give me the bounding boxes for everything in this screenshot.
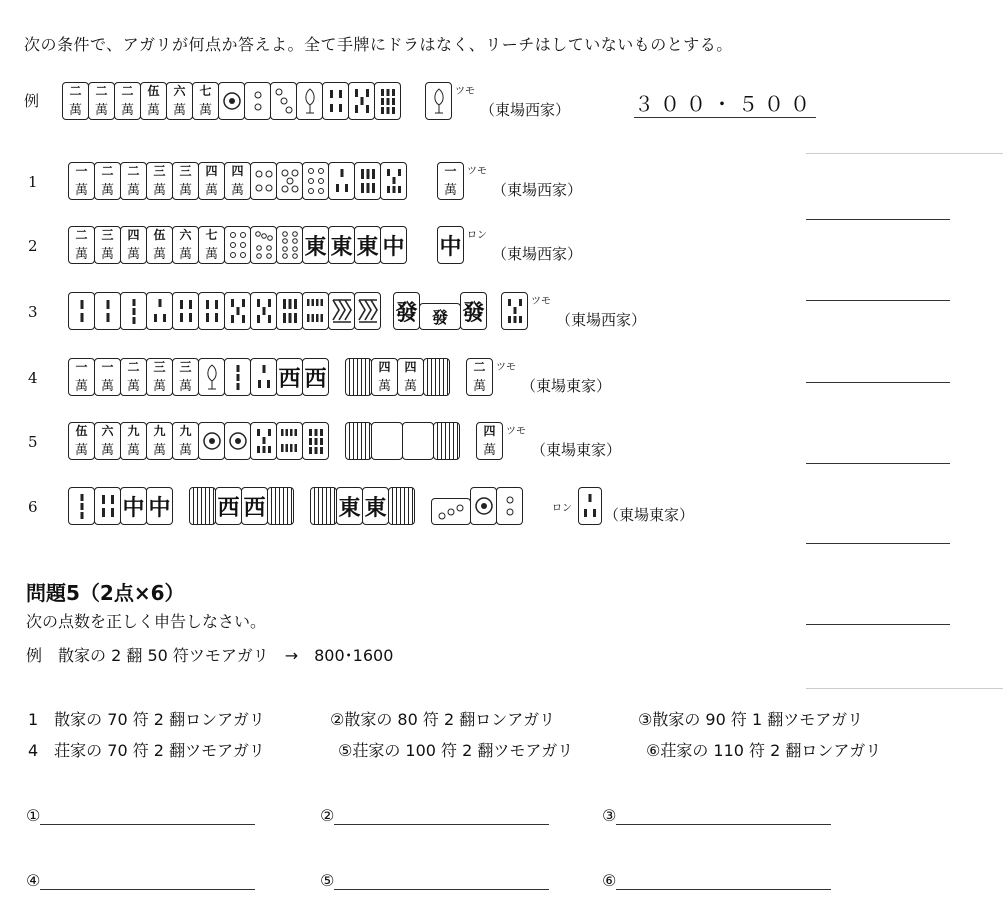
mahjong-tile [374, 82, 401, 120]
mahjong-tile: 中 [437, 226, 464, 264]
tile-character: 一 [75, 164, 88, 178]
mahjong-tile [198, 162, 225, 200]
problem-4-hand [68, 358, 611, 396]
answer-field-3[interactable]: ③ [602, 806, 831, 825]
mahjong-tile: 東 [302, 226, 329, 264]
tile-pips-icon [254, 296, 274, 326]
mahjong-tile: 中 [380, 226, 407, 264]
tile-character: 六 [179, 228, 192, 242]
problem-4-number: 4 [28, 369, 38, 387]
mahjong-tile: 東 [362, 487, 389, 525]
tile-character: 萬 [74, 247, 88, 262]
mahjong-tile: 西 [302, 358, 329, 396]
tile-character: 萬 [126, 379, 140, 394]
problem-5-number: 5 [28, 433, 38, 451]
tile-character: 一 [101, 360, 114, 374]
example-label: 例 [24, 92, 40, 110]
tile-character: 萬 [472, 379, 486, 394]
mahjong-tile [250, 422, 277, 460]
tile-pips-icon [279, 426, 301, 456]
problem-1-hand [68, 162, 582, 200]
tile-character: 二 [121, 84, 134, 98]
mahjong-tile [470, 487, 497, 525]
condition-label: （東場西家） [492, 245, 583, 263]
mahjong-tile [496, 487, 523, 525]
problem-2-number: 2 [28, 237, 38, 255]
mahjong-tile [68, 162, 95, 200]
mahjong-tile [146, 226, 173, 264]
tile-character: 三 [153, 360, 166, 374]
mahjong-tile [68, 226, 95, 264]
mahjong-tile [140, 82, 167, 120]
tile-pips-icon [358, 166, 378, 196]
tile-character: 發 [431, 308, 448, 327]
mahjong-tile [425, 82, 452, 120]
tile-pips-icon [357, 296, 379, 326]
mahjong-tile [172, 162, 199, 200]
tile-pips-icon [150, 296, 170, 326]
condition-label: （東場西家） [480, 101, 571, 119]
tile-character: 一 [444, 164, 457, 178]
mahjong-tile [388, 487, 415, 525]
mahjong-tile [328, 292, 355, 330]
tile-character: 萬 [100, 379, 114, 394]
tile-pips-icon [176, 296, 196, 326]
mahjong-tile [114, 82, 141, 120]
win-type-label: ツモ [531, 296, 551, 307]
tile-pips-icon [474, 496, 494, 516]
problem-1-number: 1 [28, 173, 38, 191]
mahjong-tile [476, 422, 503, 460]
answer-blank-1[interactable] [806, 219, 950, 220]
tile-character: 萬 [100, 183, 114, 198]
tile-character: 萬 [230, 183, 244, 198]
mahjong-tile [120, 292, 147, 330]
answer-field-1[interactable]: ① [26, 806, 255, 825]
mahjong-tile [354, 292, 381, 330]
example-answer: ３００・５００ [634, 88, 816, 118]
tile-character: 萬 [482, 443, 496, 458]
mahjong-tile [348, 82, 375, 120]
condition-label: （東場東家） [604, 506, 695, 524]
tile-pips-icon [254, 426, 274, 456]
tile-pips-icon [332, 166, 352, 196]
mahjong-tile [224, 422, 251, 460]
mahjong-tile [433, 422, 460, 460]
mahjong-tile [189, 487, 216, 525]
tile-character: 萬 [178, 247, 192, 262]
tile-character: 萬 [178, 183, 192, 198]
mahjong-tile [192, 82, 219, 120]
tile-character: 伍 [75, 424, 88, 438]
divider-top [806, 153, 1003, 154]
mahjong-tile [328, 162, 355, 200]
condition-label: （東場西家） [492, 181, 583, 199]
tile-pips-icon [248, 86, 268, 116]
mahjong-tile [172, 358, 199, 396]
problem-5-hand [68, 422, 621, 460]
mahjong-tile: 西 [276, 358, 303, 396]
mahjong-tile [371, 358, 398, 396]
tile-character: 一 [75, 360, 88, 374]
mahjong-tile [94, 292, 121, 330]
mahjong-tile [250, 226, 277, 264]
tile-pips-icon [98, 491, 118, 521]
mahjong-tile [250, 162, 277, 200]
tile-pips-icon [306, 426, 326, 456]
tile-pips-icon [201, 361, 223, 393]
mahjong-tile [146, 422, 173, 460]
mahjong-tile [276, 226, 303, 264]
problem-6-number: 6 [28, 498, 38, 516]
tile-pips-icon [228, 296, 248, 326]
mahjong-tile [276, 422, 303, 460]
tile-character: 萬 [68, 103, 82, 118]
tile-pips-icon [274, 86, 294, 116]
condition-label: （東場東家） [521, 377, 612, 395]
problem-6-hand [68, 487, 694, 525]
mahjong-tile [380, 162, 407, 200]
mahjong-tile [302, 422, 329, 460]
answer-field-6[interactable]: ⑥ [602, 871, 831, 890]
tile-character: 萬 [152, 183, 166, 198]
tile-character: 萬 [146, 103, 160, 118]
tile-pips-icon [384, 166, 404, 196]
tile-pips-icon [202, 431, 222, 451]
tile-character: 萬 [443, 183, 457, 198]
answer-field-4[interactable]: ④ [26, 871, 255, 890]
mahjong-tile [250, 292, 277, 330]
tile-pips-icon [227, 229, 249, 261]
tile-pips-icon [305, 165, 327, 197]
tile-character: 萬 [403, 379, 417, 394]
mahjong-tile [68, 422, 95, 460]
mahjong-tile: 中 [120, 487, 147, 525]
tile-character: 萬 [172, 103, 186, 118]
mahjong-tile [419, 303, 461, 330]
tile-pips-icon [202, 296, 222, 326]
mahjong-tile [68, 487, 95, 525]
tile-character: 伍 [147, 84, 160, 98]
answer-blank-4[interactable] [806, 463, 950, 464]
mahjong-tile [120, 226, 147, 264]
mahjong-tile [302, 292, 329, 330]
win-type-label: ツモ [455, 86, 475, 97]
mahjong-tile [120, 422, 147, 460]
tile-character: 萬 [100, 247, 114, 262]
tile-character: 九 [127, 424, 140, 438]
tile-character: 二 [95, 84, 108, 98]
mahjong-tile: 東 [336, 487, 363, 525]
mahjong-tile [302, 162, 329, 200]
instructions-text: 次の条件で、アガリが何点か答えよ。全て手牌にドラはなく、リーチはしていないものとする。 [24, 35, 733, 54]
tile-pips-icon [228, 431, 248, 451]
mahjong-tile: 東 [354, 226, 381, 264]
tile-character: 萬 [152, 443, 166, 458]
tile-pips-icon [72, 491, 92, 521]
mahjong-tile [120, 162, 147, 200]
tile-character: 萬 [100, 443, 114, 458]
tile-pips-icon [222, 91, 242, 111]
q6-text: ⑥荘家の 110 符 2 翻ロンアガリ [646, 741, 882, 760]
tile-character: 萬 [152, 379, 166, 394]
win-type-label: ツモ [506, 426, 526, 437]
mahjong-tile [120, 358, 147, 396]
tile-character: 萬 [94, 103, 108, 118]
tile-character: 萬 [74, 379, 88, 394]
mahjong-tile [267, 487, 294, 525]
tile-character: 二 [473, 360, 486, 374]
win-type-label: ツモ [496, 362, 516, 373]
tile-pips-icon [254, 362, 274, 392]
mahjong-tile [146, 292, 173, 330]
q3-text: ③散家の 90 符 1 翻ツモアガリ [638, 710, 864, 729]
tile-character: 萬 [126, 247, 140, 262]
tile-pips-icon [428, 85, 450, 117]
mahjong-tile [224, 226, 251, 264]
section5-title: 問題5（2点×6） [26, 581, 185, 605]
mahjong-tile [276, 162, 303, 200]
tile-character: 九 [179, 424, 192, 438]
tile-character: 二 [127, 360, 140, 374]
mahjong-tile [198, 358, 225, 396]
mahjong-tile [501, 292, 528, 330]
q2-text: ②散家の 80 符 2 翻ロンアガリ [330, 710, 556, 729]
mahjong-tile [224, 358, 251, 396]
tile-character: 四 [127, 228, 140, 242]
mahjong-tile [296, 82, 323, 120]
mahjong-tile [198, 292, 225, 330]
mahjong-tile: 發 [393, 292, 420, 330]
tile-character: 七 [205, 228, 218, 242]
answer-blank-6[interactable] [806, 624, 950, 625]
mahjong-tile [62, 82, 89, 120]
tile-pips-icon [580, 491, 600, 521]
mahjong-tile [94, 358, 121, 396]
divider-bottom [806, 688, 1003, 689]
tile-pips-icon [253, 229, 275, 261]
answer-blank-2[interactable] [806, 300, 950, 301]
mahjong-tile [172, 226, 199, 264]
tile-character: 九 [153, 424, 166, 438]
mahjong-tile [198, 422, 225, 460]
tile-character: 萬 [377, 379, 391, 394]
mahjong-tile [310, 487, 337, 525]
tile-pips-icon [279, 166, 301, 196]
tile-character: 萬 [204, 247, 218, 262]
mahjong-tile [371, 422, 403, 460]
tile-character: 萬 [74, 183, 88, 198]
section5-example: 例 散家の 2 翻 50 符ツモアガリ → 800･1600 [26, 646, 394, 665]
mahjong-tile [68, 358, 95, 396]
tile-pips-icon [72, 296, 92, 326]
mahjong-tile: 發 [460, 292, 487, 330]
mahjong-tile [402, 422, 434, 460]
tile-pips-icon [326, 86, 346, 116]
mahjong-tile [437, 162, 464, 200]
tile-character: 四 [378, 360, 391, 374]
mahjong-tile [431, 498, 471, 525]
problem-3-number: 3 [28, 303, 38, 321]
mahjong-tile [68, 292, 95, 330]
tile-character: 萬 [74, 443, 88, 458]
mahjong-tile: 中 [146, 487, 173, 525]
mahjong-tile [94, 487, 121, 525]
tile-character: 萬 [126, 443, 140, 458]
tile-character: 二 [101, 164, 114, 178]
tile-character: 七 [199, 84, 212, 98]
tile-pips-icon [280, 296, 300, 326]
mahjong-tile [578, 487, 602, 525]
tile-character: 二 [75, 228, 88, 242]
tile-pips-icon [352, 86, 372, 116]
tile-pips-icon [434, 502, 468, 522]
tile-character: 四 [483, 424, 496, 438]
mahjong-tile [250, 358, 277, 396]
mahjong-tile [166, 82, 193, 120]
win-type-label: ツモ [467, 166, 487, 177]
tile-character: 萬 [204, 183, 218, 198]
tile-character: 三 [153, 164, 166, 178]
section5-instruction: 次の点数を正しく申告しなさい。 [26, 612, 267, 631]
mahjong-tile [198, 226, 225, 264]
mahjong-tile: 東 [328, 226, 355, 264]
example-hand [62, 82, 570, 120]
condition-label: （東場東家） [531, 441, 622, 459]
tile-pips-icon [500, 491, 520, 521]
mahjong-tile [244, 82, 271, 120]
tile-character: 三 [179, 164, 192, 178]
tile-character: 伍 [153, 228, 166, 242]
mahjong-tile [172, 292, 199, 330]
tile-character: 萬 [178, 443, 192, 458]
mahjong-tile: 西 [215, 487, 242, 525]
answer-blank-5[interactable] [806, 543, 950, 544]
problem-2-hand [68, 226, 582, 264]
tile-pips-icon [305, 296, 327, 326]
tile-character: 二 [127, 164, 140, 178]
mahjong-tile [94, 422, 121, 460]
tile-pips-icon [378, 86, 398, 116]
tile-character: 萬 [126, 183, 140, 198]
mahjong-tile [94, 226, 121, 264]
mahjong-tile [397, 358, 424, 396]
mahjong-tile [224, 292, 251, 330]
q5-text: ⑤荘家の 100 符 2 翻ツモアガリ [338, 741, 574, 760]
mahjong-tile [345, 422, 372, 460]
mahjong-tile [345, 358, 372, 396]
tile-pips-icon [505, 296, 525, 326]
tile-character: 萬 [178, 379, 192, 394]
mahjong-tile [146, 358, 173, 396]
mahjong-tile: 西 [241, 487, 268, 525]
q1-text: 1 散家の 70 符 2 翻ロンアガリ [28, 710, 265, 729]
mahjong-tile [88, 82, 115, 120]
answer-field-5[interactable]: ⑤ [320, 871, 549, 890]
tile-character: 三 [179, 360, 192, 374]
tile-pips-icon [228, 362, 248, 392]
mahjong-tile [322, 82, 349, 120]
mahjong-tile [218, 82, 245, 120]
tile-character: 四 [404, 360, 417, 374]
tile-character: 四 [231, 164, 244, 178]
tile-character: 四 [205, 164, 218, 178]
tile-character: 六 [173, 84, 186, 98]
tile-pips-icon [331, 296, 353, 326]
win-type-label: ロン [467, 230, 487, 241]
win-type-label: ロン [552, 502, 572, 514]
tile-character: 三 [101, 228, 114, 242]
mahjong-tile [146, 162, 173, 200]
tile-character: 萬 [120, 103, 134, 118]
mahjong-tile [354, 162, 381, 200]
tile-pips-icon [299, 85, 321, 117]
mahjong-tile [94, 162, 121, 200]
tile-character: 六 [101, 424, 114, 438]
mahjong-tile [172, 422, 199, 460]
q4-text: 4 荘家の 70 符 2 翻ツモアガリ [28, 741, 265, 760]
mahjong-tile [466, 358, 493, 396]
tile-pips-icon [124, 296, 144, 326]
tile-pips-icon [98, 296, 118, 326]
mahjong-tile [224, 162, 251, 200]
problem-3-hand [68, 292, 646, 330]
mahjong-tile [423, 358, 450, 396]
condition-label: （東場西家） [556, 311, 647, 329]
tile-pips-icon [279, 229, 301, 261]
tile-character: 萬 [152, 247, 166, 262]
mahjong-tile [270, 82, 297, 120]
answer-blank-3[interactable] [806, 382, 950, 383]
answer-field-2[interactable]: ② [320, 806, 549, 825]
tile-character: 二 [69, 84, 82, 98]
mahjong-tile [276, 292, 303, 330]
tile-character: 萬 [198, 103, 212, 118]
tile-pips-icon [253, 166, 275, 196]
